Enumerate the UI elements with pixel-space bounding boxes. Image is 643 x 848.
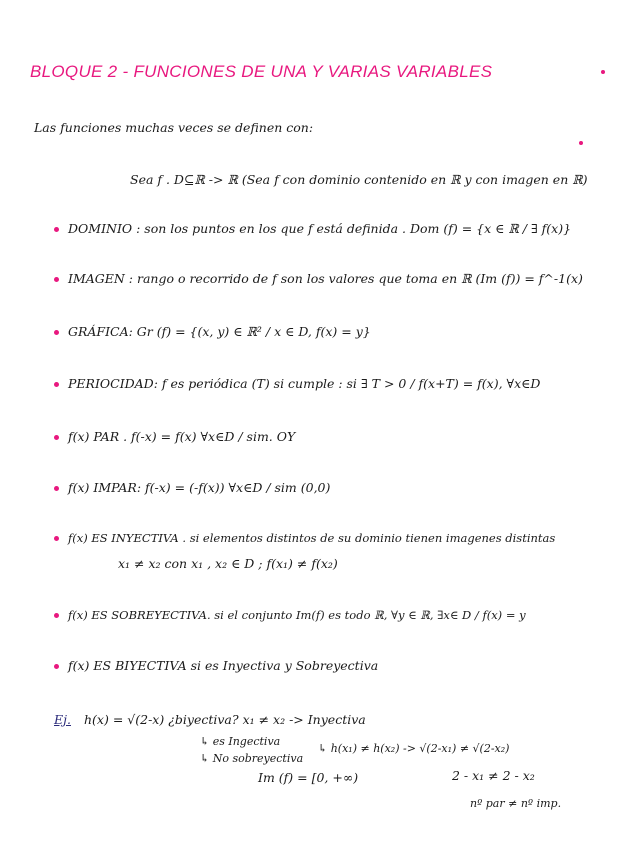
example-implication: ↳ h(x₁) ≠ h(x₂) -> √(2-x₁) ≠ √(2-x₂) bbox=[318, 742, 510, 755]
example-image: Im (f) = [0, +∞) bbox=[258, 770, 359, 785]
item-biyectiva: f(x) ES BIYECTIVA si es Inyectiva y Sobreyectiva bbox=[68, 658, 379, 673]
item-imagen: IMAGEN : rango o recorrido de f son los valores que toma en ℝ (Im (f)) = f^-1(x) bbox=[68, 271, 583, 286]
item-impar: f(x) IMPAR: f(-x) = (-f(x)) ∀x∈D / sim (0,0) bbox=[68, 480, 331, 495]
inyectiva-condition: x₁ ≠ x₂ con x₁ , x₂ ∈ D ; f(x₁) ≠ f(x₂) bbox=[118, 556, 338, 571]
item-periocidad: PERIOCIDAD: f es periódica (T) si cumple : si ∃ T > 0 / f(x+T) = f(x), ∀x∈D bbox=[68, 376, 541, 391]
page-title: BLOQUE 2 - FUNCIONES DE UNA Y VARIAS VARIABLES bbox=[30, 62, 493, 81]
item-dominio: DOMINIO : son los puntos en los que f está definida . Dom (f) = {x ∈ ℝ / ∃ f(x)} bbox=[68, 221, 572, 236]
definition-text: Sea f . D⊆ℝ -> ℝ (Sea f con dominio contenido en ℝ y con imagen en ℝ) bbox=[130, 172, 588, 187]
bullet-dot bbox=[54, 664, 59, 669]
example-equation: 2 - x₁ ≠ 2 - x₂ bbox=[452, 768, 535, 783]
bullet-dot bbox=[54, 486, 59, 491]
item-par: f(x) PAR . f(-x) = f(x) ∀x∈D / sim. OY bbox=[68, 429, 296, 444]
bullet-dot bbox=[54, 382, 59, 387]
example-note-sobreyectiva: ↳ No sobreyectiva bbox=[200, 752, 304, 765]
example-statement: h(x) = √(2-x) ¿biyectiva? x₁ ≠ x₂ -> Inyectiva bbox=[84, 712, 366, 727]
bullet-dot bbox=[54, 613, 59, 618]
item-inyectiva: f(x) ES INYECTIVA . si elementos distintos de su dominio tienen imagenes distintas bbox=[68, 531, 556, 545]
example-label: Ej. bbox=[54, 712, 71, 727]
item-grafica: GRÁFICA: Gr (f) = {(x, y) ∈ ℝ² / x ∈ D, f(x) = y} bbox=[68, 324, 371, 339]
decorative-dot bbox=[579, 141, 583, 145]
intro-text: Las funciones muchas veces se definen con: bbox=[34, 120, 314, 135]
bullet-dot bbox=[54, 330, 59, 335]
bullet-dot bbox=[54, 435, 59, 440]
bullet-dot bbox=[54, 536, 59, 541]
example-footnote: nº par ≠ nº imp. bbox=[470, 797, 562, 810]
example-note-inyectiva: ↳ es Ingectiva bbox=[200, 735, 281, 748]
item-sobreyectiva: f(x) ES SOBREYECTIVA. si el conjunto Im(f) es todo ℝ, ∀y ∈ ℝ, ∃x∈ D / f(x) = y bbox=[68, 608, 526, 622]
bullet-dot bbox=[54, 227, 59, 232]
bullet-dot bbox=[54, 277, 59, 282]
decorative-dot bbox=[601, 70, 605, 74]
